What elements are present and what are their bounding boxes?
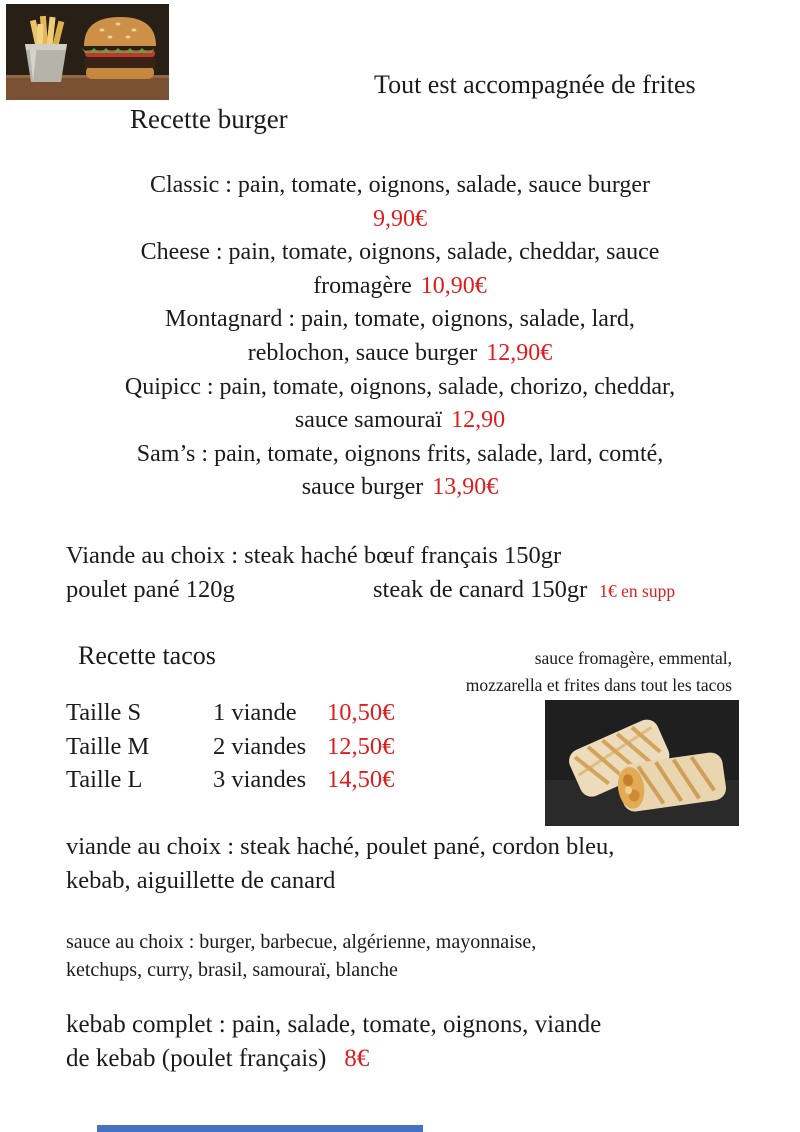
tacos-price: 12,50€	[327, 732, 395, 760]
burger-item: Sam’s : pain, tomate, oignons frits, salade, lard, comté, sauce burger 13,90€	[60, 438, 740, 505]
burger-item-price: 12,90	[451, 407, 506, 434]
burger-item-list	[60, 169, 740, 505]
burger-item-description: Montagnard : pain, tomate, oignons, salade, lard,	[165, 306, 635, 333]
burger-item-price: 12,90€	[486, 339, 553, 366]
tacos-meat-choice-note: viande au choix : steak haché, poulet pané, cordon bleu, kebab, aiguillette de canard	[66, 833, 615, 894]
size-label: Taille L	[66, 766, 143, 793]
burger-item: Cheese : pain, tomate, oignons, salade, cheddar, sauce fromagère 10,90€	[60, 236, 740, 303]
size-label: Taille S	[66, 699, 142, 726]
footer-accent-bar	[97, 1125, 423, 1132]
tacos-size-row	[66, 696, 394, 730]
burger-item: Quipicc : pain, tomate, oignons, salade, chorizo, cheddar, sauce samouraï 12,90	[60, 371, 740, 438]
header-note: Tout est accompagnée de frites	[374, 70, 696, 99]
tacos-price: 10,50€	[327, 699, 395, 726]
supplement-price: 1€ en supp	[599, 580, 676, 601]
meat-count-label: 3 viandes	[213, 766, 307, 793]
burger-item	[60, 169, 740, 236]
meat-count-label: 2 viandes	[213, 732, 307, 760]
meat-option-right: steak de canard 150gr	[373, 575, 588, 603]
tacos-size-row	[66, 730, 394, 764]
meat-count-label: 1 viande	[213, 699, 297, 726]
burger-item-price: 13,90€	[432, 474, 499, 501]
kebab-item: kebab complet : pain, salade, tomate, oignons, viande de kebab (poulet français) 8€	[66, 1008, 766, 1075]
tacos-size-row	[66, 763, 394, 797]
meat-option-left: poulet pané 120g	[66, 575, 235, 603]
tacos-photo-illustration	[545, 700, 739, 826]
burger-section-title: Recette burger	[130, 104, 288, 134]
burger-item-description: Quipicc : pain, tomate, oignons, salade, chorizo, cheddar,	[124, 373, 676, 400]
burger-meat-choice-note	[66, 539, 766, 608]
size-label: Taille M	[66, 732, 150, 760]
burger-item: Montagnard : pain, tomate, oignons, salade, lard, reblochon, sauce burger 12,90€	[60, 303, 740, 370]
burger-item-price: 10,90€	[420, 272, 487, 299]
fries-cup	[25, 16, 67, 82]
burger-and-fries-photo	[6, 4, 169, 100]
kebab-price: 8€	[344, 1044, 370, 1072]
burger-item-description: Classic : pain, tomate, oignons, salade, sauce burger	[149, 172, 651, 198]
meat-choice-line: Viande au choix : steak haché bœuf français 150gr	[66, 542, 562, 569]
tacos-size-table	[66, 696, 394, 797]
burger-item-description: Sam’s : pain, tomate, oignons frits, salade, lard, comté,	[136, 440, 664, 467]
grilled-tacos-photo	[545, 700, 739, 826]
kebab-description: kebab complet : pain, salade, tomate, oignons, viande	[66, 1011, 602, 1038]
burger-item-description: Cheese : pain, tomate, oignons, salade, cheddar, sauce	[140, 239, 660, 266]
tacos-price: 14,50€	[327, 766, 395, 793]
burger-photo-illustration	[6, 4, 169, 100]
tacos-included-note: sauce fromagère, emmental, mozzarella et frites dans tout les tacos	[465, 648, 732, 695]
tacos-section-title: Recette tacos	[78, 641, 216, 670]
sauce-choice-note: sauce au choix : burger, barbecue, algérienne, mayonnaise, ketchups, curry, brasil, samouraï, blanche	[66, 931, 537, 981]
burger-item-price: 9,90€	[373, 205, 427, 232]
